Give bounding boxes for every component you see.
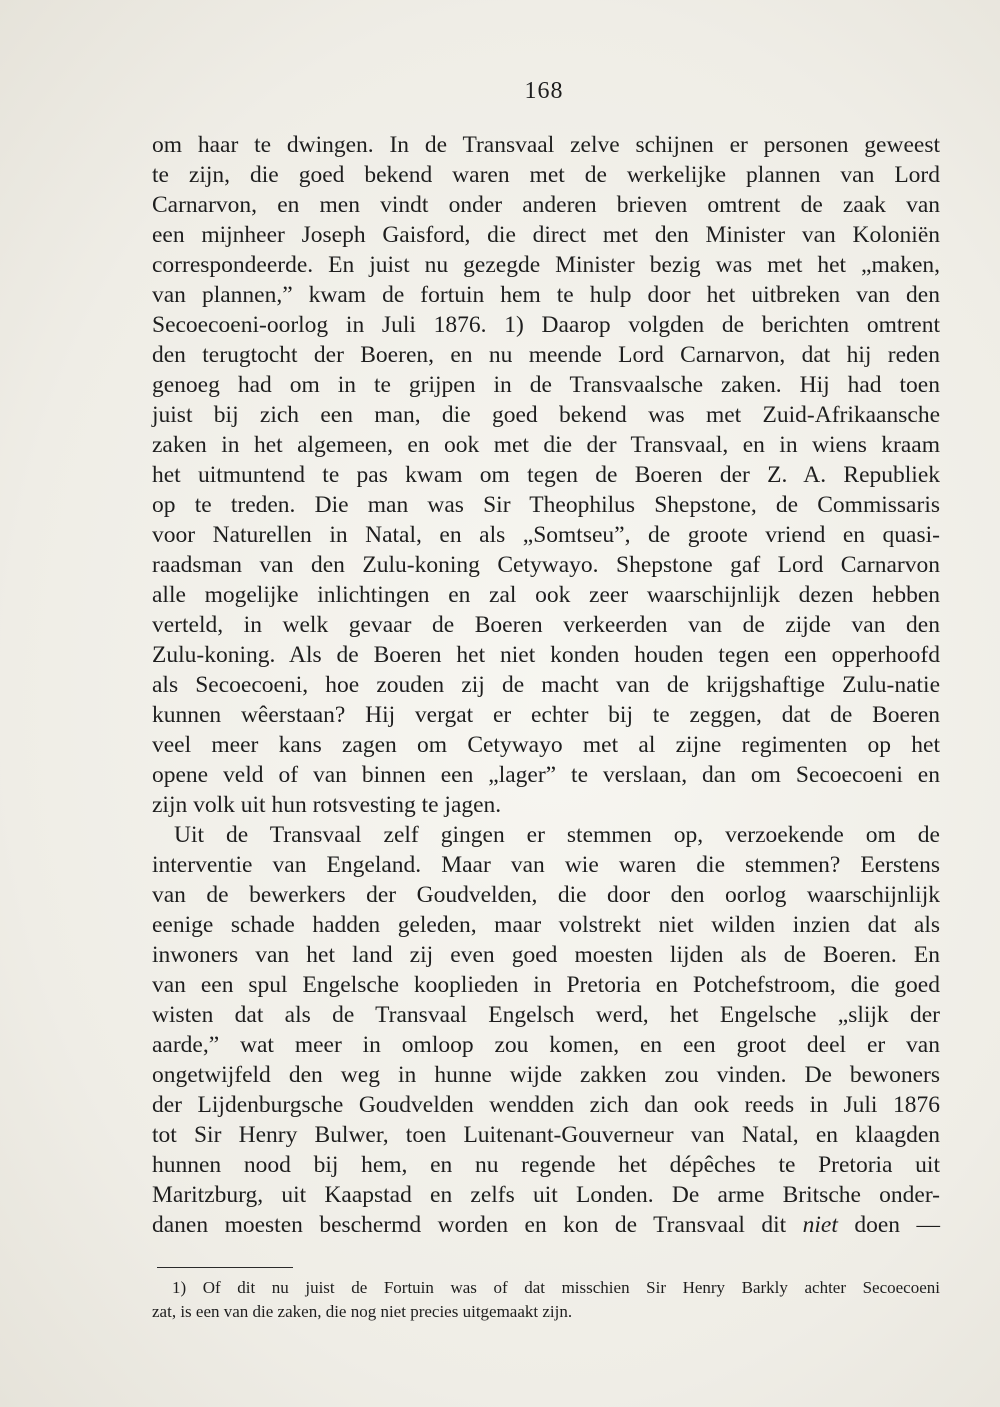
body-text xyxy=(152,130,940,1240)
text-line: eenige schade hadden geleden, maar volstrekt niet wilden inzien dat als xyxy=(152,912,940,938)
text-line: den terugtocht der Boeren, en nu meende Lord Carnarvon, dat hij reden xyxy=(152,342,940,368)
text-line: ongetwijfeld den weg in hunne wijde zakken zou vinden. De bewoners xyxy=(152,1062,940,1088)
footnote-line: zat, is een van die zaken, die nog niet precies uitgemaakt zijn. xyxy=(152,1302,573,1321)
footnotes xyxy=(152,1276,940,1324)
text-line: interventie van Engeland. Maar van wie waren die stemmen? Eerstens xyxy=(152,852,940,878)
paragraph-end-line: zijn volk uit hun rotsvesting te jagen. xyxy=(152,792,502,818)
text-line: alle mogelijke inlichtingen en zal ook zeer waarschijnlijk dezen hebben xyxy=(152,582,940,608)
text-line: genoeg had om in te grijpen in de Transvaalsche zaken. Hij had toen xyxy=(152,372,940,398)
text-line: tot Sir Henry Bulwer, toen Luitenant-Gouverneur van Natal, en klaagden xyxy=(152,1122,940,1148)
text-line: correspondeerde. En juist nu gezegde Minister bezig was met het „maken, xyxy=(152,252,940,278)
text-line: der Lijdenburgsche Goudvelden wendden zich dan ook reeds in Juli 1876 xyxy=(152,1092,940,1118)
text-line: opene veld of van binnen een „lager” te verslaan, dan om Secoecoeni en xyxy=(152,762,940,788)
text-line: een mijnheer Joseph Gaisford, die direct met den Minister van Koloniën xyxy=(152,222,940,248)
text-line: als Secoecoeni, hoe zouden zij de macht van de krijgshaftige Zulu-natie xyxy=(152,672,940,698)
text-line: kunnen wêerstaan? Hij vergat er echter bij te zeggen, dat de Boeren xyxy=(152,702,940,728)
paragraph-start-line: Uit de Transvaal zelf gingen er stemmen op, verzoekende om de xyxy=(174,822,940,848)
text-line: raadsman van den Zulu-koning Cetywayo. Shepstone gaf Lord Carnarvon xyxy=(152,552,940,578)
text-line: veel meer kans zagen om Cetywayo met al zijne regimenten op het xyxy=(152,732,940,758)
text-line: te zijn, die goed bekend waren met de werkelijke plannen van Lord xyxy=(152,162,940,188)
text-line: voor Naturellen in Natal, en als „Somtseu”, de groote vriend en quasi- xyxy=(152,522,940,548)
text-line: aarde,” wat meer in omloop zou komen, en een groot deel er van xyxy=(152,1032,940,1058)
text-line: Zulu-koning. Als de Boeren het niet konden houden tegen een opperhoofd xyxy=(152,642,940,668)
page-number: 168 xyxy=(524,78,564,104)
footnote-separator xyxy=(157,1267,293,1268)
text-line: op te treden. Die man was Sir Theophilus Shepstone, de Commissaris xyxy=(152,492,940,518)
text-line: zaken in het algemeen, en ook met die der Transvaal, en in wiens kraam xyxy=(152,432,940,458)
text-line: wisten dat als de Transvaal Engelsch werd, het Engelsche „slijk der xyxy=(152,1002,940,1028)
text-line: van de bewerkers der Goudvelden, die door den oorlog waarschijnlijk xyxy=(152,882,940,908)
footnote-line: 1) Of dit nu juist de Fortuin was of dat misschien Sir Henry Barkly achter Secoecoeni xyxy=(172,1278,940,1297)
final-text-line xyxy=(152,1210,940,1240)
text-line: inwoners van het land zij even goed moesten lijden als de Boeren. En xyxy=(152,942,940,968)
text-line: van plannen,” kwam de fortuin hem te hulp door het uitbreken van den xyxy=(152,282,940,308)
text-line: verteld, in welk gevaar de Boeren verkeerden van de zijde van den xyxy=(152,612,940,638)
text-line: Maritzburg, uit Kaapstad en zelfs uit Londen. De arme Britsche onder- xyxy=(152,1182,940,1208)
emphasized-word: niet xyxy=(802,1212,838,1238)
text-line: het uitmuntend te pas kwam om tegen de Boeren der Z. A. Republiek xyxy=(152,462,940,488)
text-line: van een spul Engelsche kooplieden in Pretoria en Potchefstroom, die goed xyxy=(152,972,940,998)
text-line: om haar te dwingen. In de Transvaal zelve schijnen er personen geweest xyxy=(152,132,940,158)
text-line: juist bij zich een man, die goed bekend was met Zuid-Afrikaansche xyxy=(152,402,940,428)
text-line: Carnarvon, en men vindt onder anderen brieven omtrent de zaak van xyxy=(152,192,940,218)
final-line-start: danen moesten beschermd worden en kon de Transvaal dit xyxy=(152,1212,787,1238)
text-line: hunnen nood bij hem, en nu regende het dépêches te Pretoria uit xyxy=(152,1152,940,1178)
final-line-end: doen — xyxy=(854,1212,941,1238)
text-line: Secoecoeni-oorlog in Juli 1876. 1) Daarop volgden de berichten omtrent xyxy=(152,312,940,338)
